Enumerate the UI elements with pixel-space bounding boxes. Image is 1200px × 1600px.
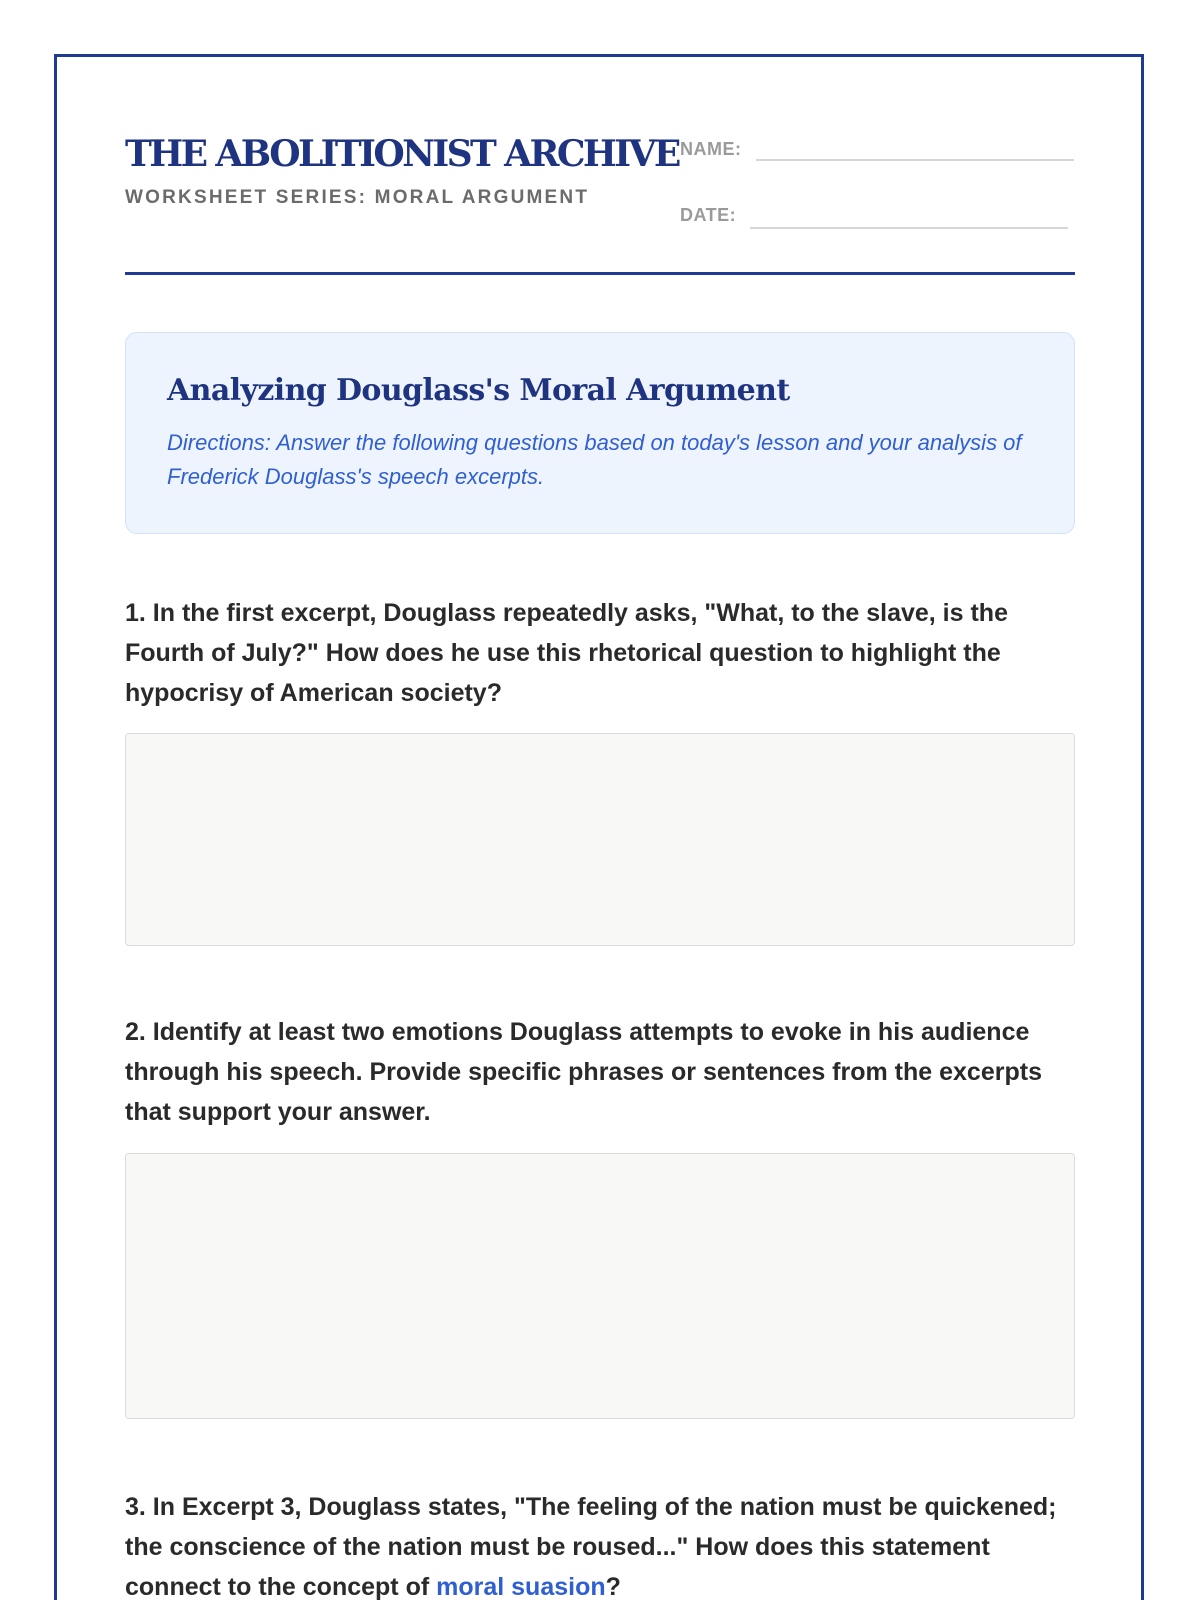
- question-3-end: ?: [605, 1573, 621, 1600]
- worksheet-content: [125, 57, 1075, 1600]
- answer-box-1[interactable]: [125, 733, 1075, 946]
- question-2: 2. Identify at least two emotions Douglass attempts to evoke in his audience through his speech. Provide specific phrases or sentences from the excerpts that support your answer.: [125, 1018, 1042, 1126]
- worksheet-page: [54, 54, 1144, 1600]
- name-input-line[interactable]: [756, 159, 1074, 161]
- answer-box-2[interactable]: [125, 1153, 1075, 1419]
- series-subtitle: WORKSHEET SERIES: MORAL ARGUMENT: [125, 187, 590, 208]
- directions-text: Directions: Answer the following questions based on today's lesson and your analysis of Frederick Douglass's speech excerpts.: [167, 430, 1022, 489]
- header-divider: [125, 272, 1075, 275]
- question-3: [125, 1487, 1075, 1600]
- question-3-text: 3. In Excerpt 3, Douglass states, "The feeling of the nation must be quickened; the conscience of the nation must be roused..." How does this statement connect to the concept of: [125, 1493, 1057, 1600]
- date-label: DATE:: [680, 205, 737, 225]
- brand-title: THE ABOLITIONIST ARCHIVE: [125, 133, 679, 175]
- worksheet-title: Analyzing Douglass's Moral Argument: [167, 373, 790, 408]
- directions-box: [125, 332, 1075, 534]
- name-field: [680, 135, 1074, 161]
- name-label: NAME:: [680, 139, 742, 159]
- date-input-line[interactable]: [750, 227, 1068, 229]
- worksheet-header: [125, 57, 1075, 277]
- moral-suasion-term: moral suasion: [436, 1573, 606, 1600]
- date-field: [680, 201, 1068, 229]
- question-1: 1. In the first excerpt, Douglass repeatedly asks, "What, to the slave, is the Fourth of July?" How does he use this rhetorical question to highlight the hypocrisy of American society?: [125, 599, 1008, 707]
